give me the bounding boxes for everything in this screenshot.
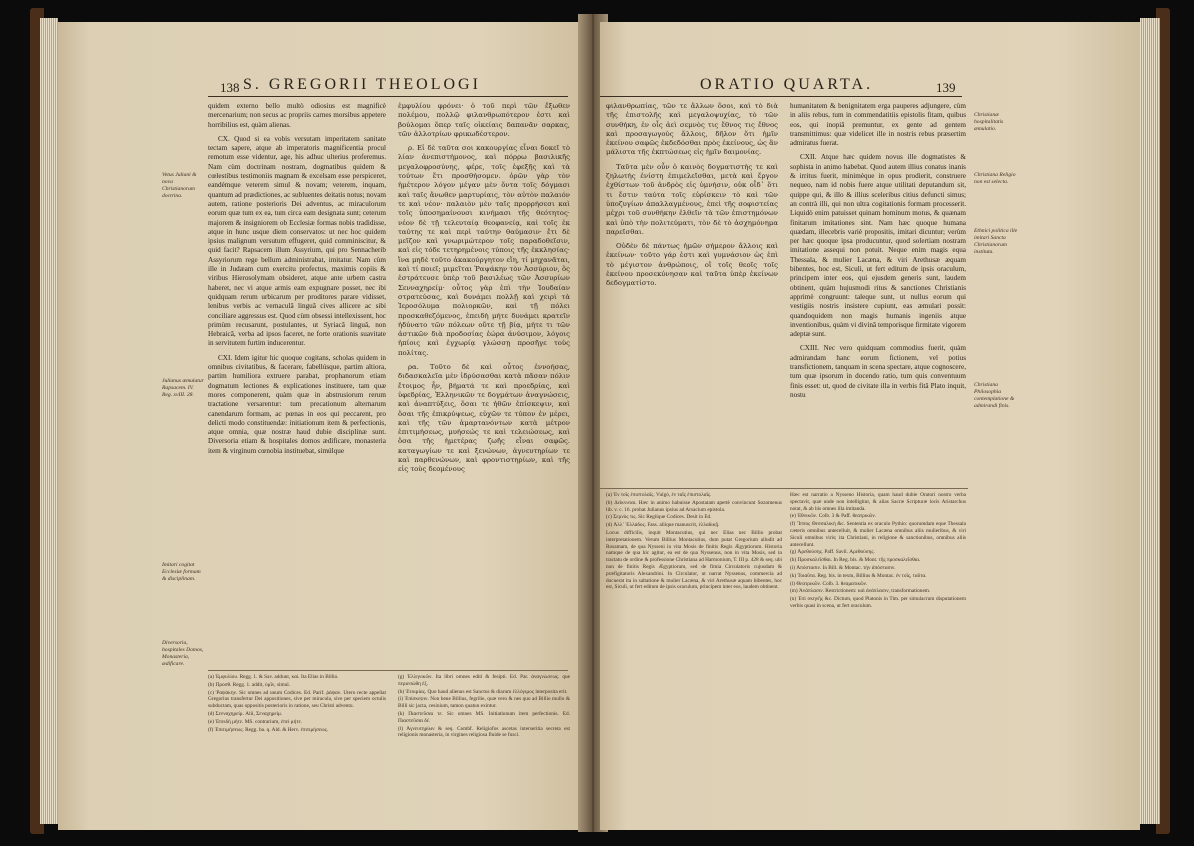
greek-column-left (398, 102, 570, 480)
footnote: (l) Ἀγνευτηρίων & seq. Combf. Religiofos ascetas interseritia secreta est religionis monasteria, in virgines religiosa fluide se fusci. (398, 725, 570, 739)
greek-paragraph: ρα. Τοῦτο δὲ καὶ οὗτος ἐννοήσας, διδασκαλεῖα μὲν ἱδρύσασθαι κατὰ πᾶσαν πόλιν ἔτοιμος ἦν, βήματά τε καὶ προεδρίας, καὶ ὑφεδρίας, Ἑλληνικῶν τε δογμάτων ἀναγνώσεις, καὶ ἀναπτύξεις, ὅσαι τε ἠθῶν ἐπίσκεψιν, καὶ ὅσαι τῆς ἐπικρύψεως, εὐχῶν τε τύπον ἐν μέρει, καὶ τῆς τῶν ἁμαρτανόντων κατὰ μέτρον ἐπιτιμήσεως, μυήσεώς τε καὶ τελειώσεως, καὶ ὅσα τῆς ἡμετέρας ζωῆς εἶναι σαφῶς. καταγωγίων τε καὶ ξενώνων, ἁγνευτηρίων τε καὶ παρθενώνων, καὶ φροντιστηρίων, καὶ τῆς εἰς τοὺς δεομένους (398, 363, 570, 474)
footnote: (a) Ἐν τοῖς ἐπιστολαῖς. Vulgò, ἐν ταῖς ἐπιστολαῖς. (606, 492, 712, 498)
footnote: Hæc est narratio a Nysseno Historia, quam haud dubie Oratori nostro verba spectavit, quæ unde non intelligitur, & alias Sacræ Scripturæ locis Aristarchus notat, & ab his omnes illa imitanda. (790, 492, 966, 512)
margin-note: Christiana Philosophia contemplatione & admirandi finis. (974, 382, 1015, 409)
footnotes-left-col1 (208, 674, 386, 734)
right-page (600, 22, 1140, 830)
footnote: (c) Ῥαψάκην. Sic omnes ad unum Codices. Ed. Parif. ῥάψαν. Utero recte appellat Gregorius transfertur Dei appositiones, sive per miracula, sive per speciem octulis subductam, quas oppositis posterioris in ratione, seu Christi adventu. (208, 689, 386, 710)
footnote-rule-left (208, 670, 568, 671)
latin-column-left (208, 102, 386, 461)
running-header-right: ORATIO QUARTA. (700, 76, 874, 93)
footnote: (h) Προσκαλεῖσθαι. In Reg. bis. & Mont. τῆς προσκαλεῖσθαι. (790, 557, 921, 564)
greek-paragraph: ἐμφυλίου φρόνει· ὁ τοῦ περὶ τῶν ἔξωθεν πολέμου, πολλῷ φιλανθρωπότερον ἐστι καὶ βούλομαι ὅπερ ταῖς οἰκείαις δαπανᾶν σαρκας, τῶν ἀλλοτρίων φρικωδέστερον. (398, 102, 570, 138)
greek-column-right (606, 102, 778, 294)
footnote: (i) Ἀπόστασιν. In Bill. & Montac. τὴν ἀπόστασιν. (790, 564, 896, 571)
page-edges-left (40, 18, 58, 824)
footnote-rule-right (600, 488, 968, 489)
footnote: (c) Σεμνὸς τις. Sic Regiique Codices. Desit in Ed. (606, 514, 712, 521)
footnotes-right-col2 (790, 492, 966, 611)
footnote: (b) Προσθ. Regg. 1. addit, ὑμῖν, simul. (208, 681, 291, 688)
latin-paragraph: humanitatem & benignitatem erga pauperes adjungere, cùm in aliis rebus, tum in commendatitiis epistolis fitam, quibus eos, qui inopiâ premuntur, ex gente ad gentem transmittimus: quæ videlicet ille in nostris rebus præsertim admiratus fuerat. (790, 102, 966, 148)
footnote: (k) Πιαστεῦσαι τε. Sic omnes MS. Initiationum item perfectionis. Ed. Πιαστεῦσαι δέ. (398, 710, 570, 724)
footnotes-right-col1 (606, 492, 782, 592)
footnote: (i) Ἐπίσκεψιν. Non bene Billius, fegrilie, quæ vero & nes quo ad Billio mullo & Billi sic jacta, cesinium, tamon quatun exintur. (398, 696, 570, 710)
left-page (58, 22, 586, 830)
latin-paragraph: quidem externo bello multò odiosius est magnificè mercenarium; non secus ac propriis carnes morsibus appetere horribilius est, quàm alienas. (208, 102, 386, 129)
page-number-left: 138 (220, 80, 240, 95)
footnote: (k) Τοιαῦτα. Reg. bis. in textu, Billius & Montac. ἐν τοῖς, ταῦτα. (790, 572, 927, 579)
footnote: (m) Ἀνάπλασιν. Restrictionem: καὶ ἀνάπλασιν, transformationem. (790, 588, 931, 595)
footnote: (a) Ἐμφυλίου. Regg. 1. & Sav. addunt, καὶ. Ita Elias in Billio. (208, 674, 339, 680)
margin-note: Christianæ hospitalitatis æmulatio. (974, 112, 1004, 132)
footnote: (l) Θεατρικῶν. Colb. 3. θεαματικῶν. (790, 580, 868, 587)
header-rule-right (600, 96, 962, 97)
footnote: (e) Ἐπειδὴ μήτε. MS. contrarium, ἐπεὶ μήτε. (208, 718, 303, 725)
footnotes-left-col2 (398, 674, 570, 740)
footnote: (f) Ἵππος Θεσσαλική &c. Sententia ex oraculo Pythio: quorumdam eque Thessala cæteris omnibus antecelluit, & mulier Lacæna omnibus aliis mulieribus, & viri Siculi omnibus viris; ita Christiani, in religione & sanctionibus, omnibus aliis antecellunt. (790, 521, 966, 548)
latin-paragraph: CXI. Idem igitur hic quoque cogitans, scholas quidem in omnibus civitatibus, & facerare, fabellúsque, partim altiora, partim humiliora extruere parabat, prophanorum etiam dogmatum lectiones & explicationes instituere, tam quæ mores componerent, quàm quæ in abstrusiorum rerum tractatione versarentur: tum precationum alternarum canendarum formam, ac pœnas in eos qui peccarent, pro delicti modo constituendæ: initiationum item & perfectionis, atque omnia, quæ nostræ haud dubie disciplinæ sunt. Diversoria etiam & hospitales domos ædificare, monasteria item & virginum cœnobia instituebat, simúlque (208, 353, 386, 455)
margin-note: Christiana Religio non est selecta. (974, 172, 1016, 185)
footnote: (d) Σενναχηρείμ. Alii, Σεναχηρείμ. (208, 710, 283, 717)
footnote: (n) Ἐπὶ σκηνῆς &c. Dictum, quod Platonis in Tim. per simulacrum disputationem verbis quasi in scena, ut fert oraculum. (790, 596, 966, 609)
margin-note: Imitari cogitat Ecclesiæ formam & disciplinam. (162, 562, 201, 582)
footnote: (f) Ἐπιτιμήσεως. Regg. ba. q. Ald. & Herv. ἐπιτιμήσεως. (208, 726, 329, 733)
latin-paragraph: CXII. Atque hæc quidem novus ille dogmatistes & sophista in animo habebat. Quod autem illius conatus inanis & irritus fuerit, minimèque in opus prodierit, construere nequeo, nam id nobis fuere atque utilitati deputandum sit, quippe qui, & illo & illius sceleribus citius defuncti simus; an contrà illi, qui non ultra cogitationis formam processerit. Liquidò enim patuisset quinam hominum motus, & quænam finitarum imitationes sint. Nam hæc quoque humana quædam, illecebris variè propositis, imitari dicuntur; verùm per hæc quoque ipsa producuntur, quod solertiam nostram imitatione assequi non potuit. Neque enim magis equa Thessala, & mulier Lacæna, & viri Arethusæ æquam bibentes, hoc est, Siculi, ut fert editum de ipsis oraculum, principem inter eos, qui ejusdem generis sunt, laudem obtinent, quàm hujusmodi ritus & sanctiones Christianis apprimè congruunt: taleque sunt, ut nullus eorum qui vestigiis nostris insistere cupiunt, eas æmulari possit: quandoquidem non magis humanis ingeniis atque inventionibus, quàm vi divinâ temporisque firmitate vigorem adeptæ sunt. (790, 153, 966, 339)
page-number-right: 139 (936, 80, 956, 95)
footnote: Locus difficilis, inquit Montacutius, qui nec Elias nec Billio probat interpretationem. Verum Billius Montacutius, dum putat Gregorium alludit ad Rosamam, de qua Nysseni in vita Mosis de finitis Regis Ægyptiorum. Historia namque de qua hic agitur, ea est de qua Nyssenus, non in vita Mosis, sed in tractatu de ordine & professione Christiana ad Harmonium, T. III p. 428 & seq. ubi non de finitis Regis Ægyptiorum, sed de fimia Circulatoris cujusdam & præfigitatoris Alexandrini. In Circulator, ut narrat Nyssenus, commercia ad docuerat ita in saltatione & mulier Lacæna, & viri Arethusæ aquam bibentes, hoc est, Siculi, ut fert editum de ipsis oraculum, principem inter eos, laudem obtinent. (606, 529, 782, 591)
footnote: (g) Ἀρεθούσης. Paff. Savil. Αρεθούσης. (790, 549, 875, 556)
margin-note: Vetus Juliani & nova Christianorum doctrina. (162, 172, 197, 199)
margin-note: Julianus æmulatur Rapsacem. IV. Reg. xvIII. 28. (162, 378, 204, 398)
footnote: (b) Δείκνυται. Hæc in animo habuisse Apostatam apertè convincunt Sozomenus lib. v. c. 16. probat Julianus ipsius ad Arsacium epistola. (606, 499, 782, 513)
header-rule-left (208, 96, 568, 97)
latin-paragraph: CX. Quod si ea vobis versutam imperitatem sanitate tectam sapere, atque ab imperatoris magnificentia procul remotum esse videntur, age, his adhuc ulterius proferemus. Nam cùm doctrinam nostram, dogmatibus quidem & cœlestibus testimoniis magnam & excelsam esse perspiceret, eandémque veterem simul & novam; veterem, inquam, quantum ad prædictiones, ac subluentes deitatis notus; novam autem, ratione posterioris Dei adventus, ac miraculorum eorum quæ tum ex ea, tum circa eam designata sunt; ceterum majorem & insigniorem ob Ecclesiæ formas nobis tradidisse, atque in hunc usque diem conservatos: ut nec hoc quidem ipsius malignum versutum effugeret, quid comminiscitur, & quid facit? Rapsacem illum Assyrium, qui pro Sennacherib Assyriorum rege bellum administrabat, imitatur. Nam cùm ille in Judæam cum exercitu profectus, maximis copiis & viribus Hierosolymam obsideret, atque ante urbem castra haberet, nec vi atque armis eam expugnare posset, nec ibi quidquam rerum urbicarum per proditores parare vidisset, lenibus verbis ac vernaculâ linguâ cives allicere ac sibi conciliare aggressus est. Quod cùm obsessi intellexissent, hoc primùm recusarunt, postulantes, ut Syriacâ linguâ, non Hebraicâ, verba ad ipsos faceret, ne forte orationis suavitate in servitutem furtim inducerentur. (208, 134, 386, 348)
margin-note: Ethnici politica ille imitari Sancta Christianorum instituta. (974, 228, 1018, 255)
footnote: (h) Ἑτοιμίας. Quo haud alienus est Sanctus & diarum ἑλλόγιμος interposita erit. (398, 688, 568, 695)
greek-paragraph: φιλανθρωπίας, τῶν τε ἄλλων ὅσοι, καὶ τὸ διὰ τῆς ἐπιστολῆς καὶ μεγαλοψυχίας, τὸ τῶν συνθήκη, ἐν οἷς ἀεὶ σεμνὸς τις ἔθνος τις ἔθνος καὶ προσαγωγοὺς ἄλλοις, δῆλον ὅτι ἡμῖν ἐκείνου σαφῶς ἐκδεδόσθαι πρὸς ἐκείνους, ὡς ἂν μάλιστα τῆς ἐκπτώσεως εἰς ἡμῖν δαιμονίας. (606, 102, 778, 157)
greek-paragraph: ρ. Εἰ δὲ ταῦτα σοι κακουργίας εἶναι δοκεῖ τὸ λίαν ἀνεπιστήμονος, καὶ πόρρω βασιλικῆς μεγαλοφροσύνης, φέρε, τοῖς ἐφεξῆς καὶ τὰ τούτων ἔτι προσθήσομεν. ὁρῶν γὰρ τὸν ἡμέτερον λόγον μέγαν μὲν ὄντα τοῖς δόγμασι καὶ ταῖς ἄνωθεν μαρτυρίαις, τὸν αὐτὸν παλαιόν τε καὶ νέον· παλαιὸν μὲν ταῖς προρρήσεσι καὶ τοῖς ὑποσημαίνουσι κινήμασι τῆς θεότητος· νέον δὲ τῇ τελευταίᾳ θεοφανείᾳ, καὶ τοῖς ἐκ ταύτης τε καὶ περὶ ταύτην θαύμασιν· ἔτι δὲ μεῖζον καὶ γνωριμώτερον τοῖς παραδοθεῖσιν, καὶ εἰς τόδε τετηρημένοις τύποις τῆς ἐκκλησίας· ἵνα μηδὲ τοῦτο ἀκακούργητον εἴη, τί μηχανᾶται, καὶ τί ποιεῖ; μιμεῖται Ῥαψάκην τὸν Ἀσσύριον, ὃς ἐστράτευσε ὑπὲρ τοῦ βασιλέως τῶν Ἀσσυρίων Σενναχηρείμ· οὗτος γὰρ ἐπὶ τὴν Ἰουδαίαν στρατεύσας, καὶ δυνάμει πολλῇ καὶ χειρὶ τὰ Ἱεροσόλυμα πολιορκῶν, καὶ τῇ πόλει προσκαθεζόμενος, ἐπειδὴ μήτε δυνάμει κρατεῖν ἠδύνατο τῶν πόλεων οὔτε τῇ βίᾳ, μήτε τι τῶν ἀστικῶν διὰ προδοσίας ἑώρα ἀνύσιμον, λόγοις ἠπίοις καὶ ἐγχωρίᾳ γλώσσῃ προσῆγε τοὺς πολίτας. (398, 144, 570, 357)
latin-column-right (790, 102, 966, 405)
margin-note: Diversoria, hospitales Domos, Monasteria, ædificare. (162, 640, 204, 667)
greek-paragraph: Οὐδὲν δὲ πάντως ἡμῶν σήμερον ἄλλοις καὶ ἐκείνων· τοῦτο γάρ ἐστι καὶ γυμνάσιον ὡς ἐπὶ τὸ μέγιστον ἀνθρώποις, οἳ τοῖς θεοῖς τοῖς ἐκείνου προσεκύνησαν καὶ ταῦτα ὑπὲρ ἐκείνων δεδογματίστο. (606, 242, 778, 288)
page-edges-right (1140, 18, 1160, 824)
footnote: (d) Ἀλλ᾽ Ἑλλάδος. Fass. aliique manuscrit, ἑλλαδικῇ. (606, 522, 720, 529)
footnote: (e) Ἐθνικῶν. Colb. 3 & Paff. θεατρικῶν. (790, 513, 877, 520)
footnote: (g) Ἑλληνικῶν. Ita libri omnes editi & fesipti. Ed. Par. ἀναγνώσεως. que περιεσώθη ἐξ. (398, 674, 570, 687)
greek-paragraph: Ταῦτα μὲν οὖν ὁ καινὸς δογματιστὴς τε καὶ ζηλωτὴς ἐνίστη ἐπιμελεῖσθαι, μετὰ καὶ ἔργον ἐχθίστων τοῦ ἀνδρὸς εἰς ὑμνήσιν, οὐκ οἶδ᾽ ὅτι τι ἔστιν ταύτα τοῖς εὑρίσκειν τὸ καὶ τῶν ὑποζυγίων ἀπαλλαγμένους, ἐπεὶ τῆς σοφιστείας μέχρι τοῦ συνθήκην ἐλθεῖν τὰ τῶν ἐπιστημόνων καὶ ὑπὸ τὴν πολιτεύματι, τὸν δὲ τὸ ἀσχημόνημα παρεῖσθαι. (606, 162, 778, 236)
running-header-left: S. GREGORII THEOLOGI (243, 76, 481, 93)
latin-paragraph: CXIII. Nec vero quidquam commodius fuerit, quàm admirandam hanc eorum fictionem, vel potius transfictionem, tanquam in scena spectare, atque cognoscere, tum quæ ipsorum in docendo ratio, tum quis conventuum finis esset: ut, quod de civitate illa in verbis fitâ Plato inquit, nostu (790, 344, 966, 399)
